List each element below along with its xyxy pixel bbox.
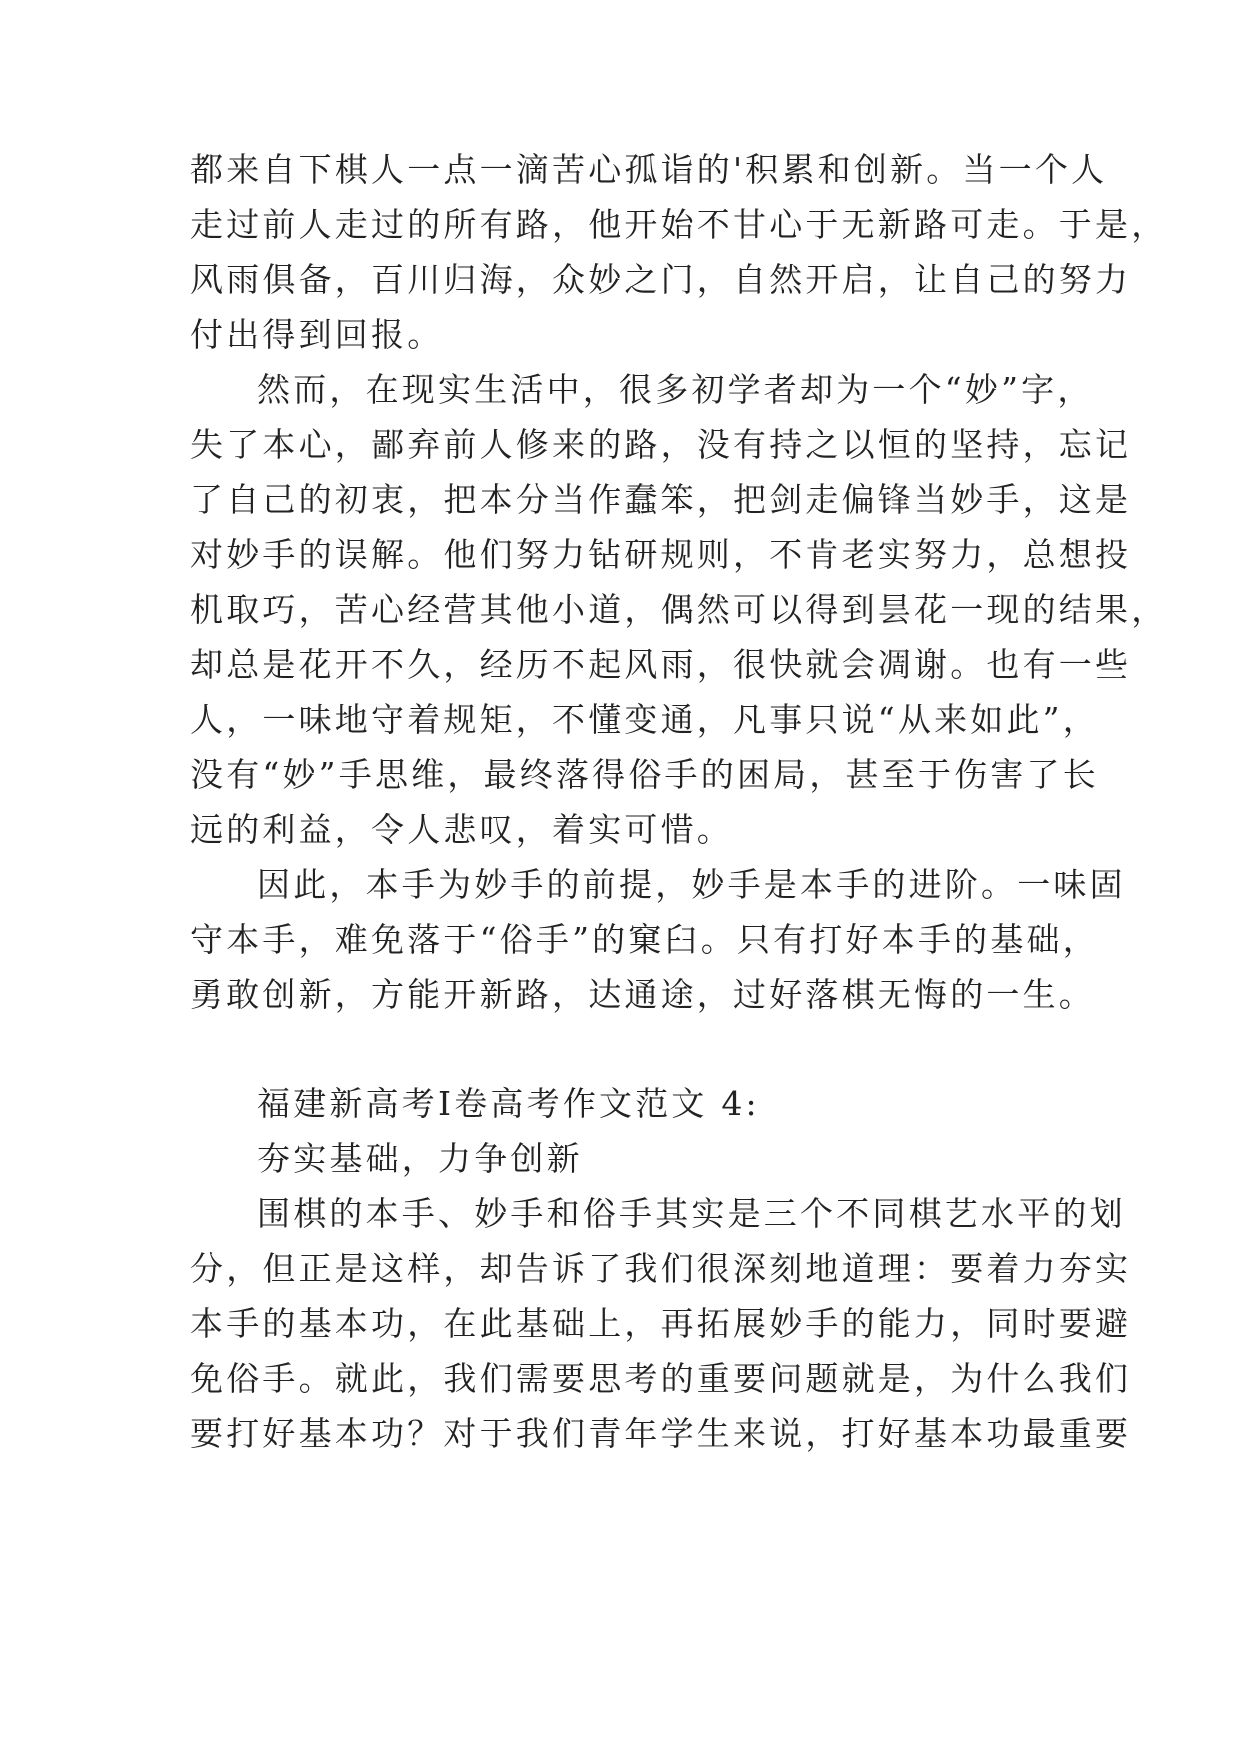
paragraph-line: 人，一味地守着规矩，不懂变通，凡事只说“从来如此”， <box>190 700 1099 739</box>
paragraph-line: 勇敢创新，方能开新路，达通途，过好落棋无悔的一生。 <box>190 975 1095 1014</box>
paragraph-line: 了自己的初衷，把本分当作蠢笨，把剑走偏锋当妙手，这是 <box>190 480 1132 519</box>
paragraph-line: 守本手，难免落于“俗手”的窠臼。只有打好本手的基础， <box>190 920 1099 959</box>
section-heading: 福建新高考Ⅰ卷高考作文范文 4: <box>257 1084 760 1123</box>
paragraph-line: 没有“妙”手思维，最终落得俗手的困局，甚至于伤害了长 <box>190 755 1099 794</box>
paragraph-line: 都来自下棋人一点一滴苦心孤诣的'积累和创新。当一个人 <box>190 150 1108 189</box>
paragraph-line: 风雨俱备，百川归海，众妙之门，自然开启，让自己的努力 <box>190 260 1132 299</box>
paragraph-line: 然而，在现实生活中，很多初学者却为一个“妙”字， <box>257 370 1094 409</box>
paragraph-line: 本手的基本功，在此基础上，再拓展妙手的能力，同时要避 <box>190 1304 1132 1343</box>
paragraph-line: 因此，本手为妙手的前提，妙手是本手的进阶。一味固 <box>257 865 1126 904</box>
paragraph-line: 却总是花开不久，经历不起风雨，很快就会凋谢。也有一些 <box>190 645 1132 684</box>
paragraph-line: 围棋的本手、妙手和俗手其实是三个不同棋艺水平的划 <box>257 1194 1126 1233</box>
paragraph-line: 免俗手。就此，我们需要思考的重要问题就是，为什么我们 <box>190 1359 1132 1398</box>
paragraph-line: 分，但正是这样，却告诉了我们很深刻地道理：要着力夯实 <box>190 1249 1132 1288</box>
paragraph-line: 机取巧，苦心经营其他小道，偶然可以得到昙花一现的结果， <box>190 590 1168 629</box>
paragraph-line: 走过前人走过的所有路，他开始不甘心于无新路可走。于是， <box>190 205 1168 244</box>
essay-title: 夯实基础，力争创新 <box>257 1139 583 1178</box>
paragraph-line: 对妙手的误解。他们努力钻研规则，不肯老实努力，总想投 <box>190 535 1132 574</box>
paragraph-line: 远的利益，令人悲叹，着实可惜。 <box>190 810 733 849</box>
paragraph-line: 失了本心，鄙弃前人修来的路，没有持之以恒的坚持，忘记 <box>190 425 1132 464</box>
paragraph-line: 要打好基本功？对于我们青年学生来说，打好基本功最重要 <box>190 1414 1132 1453</box>
paragraph-line: 付出得到回报。 <box>190 315 444 354</box>
